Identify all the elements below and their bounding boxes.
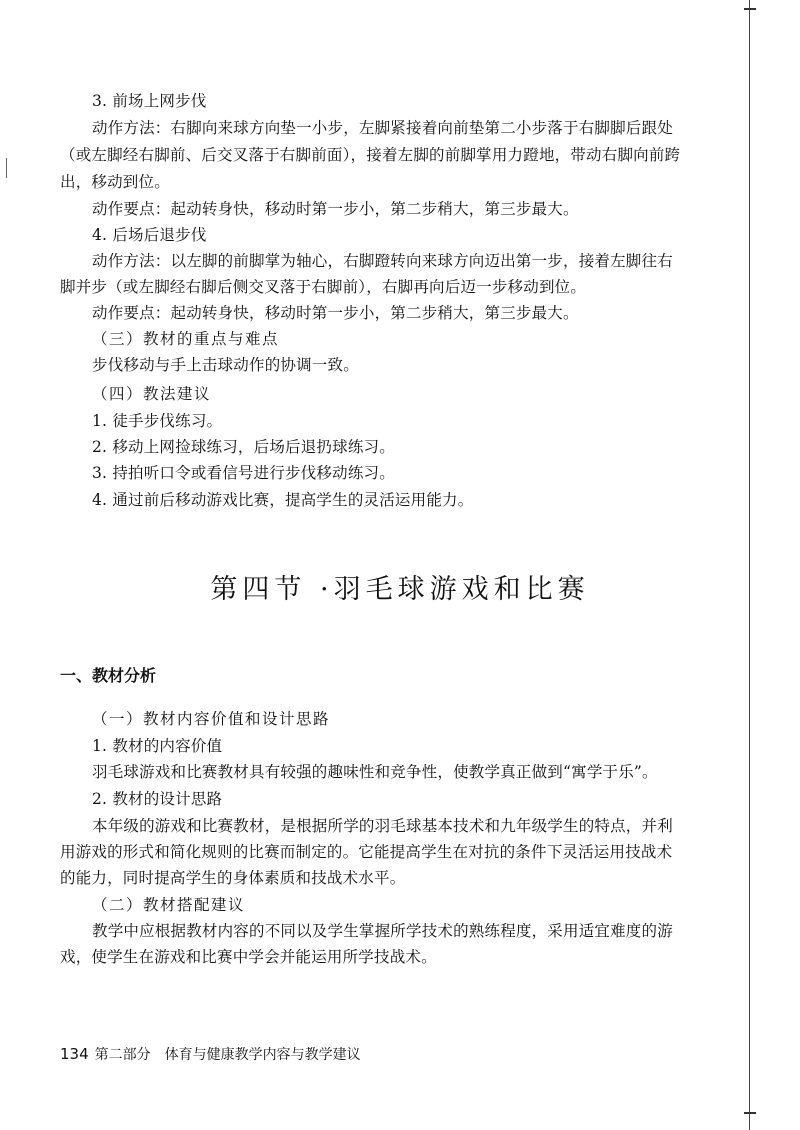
heading-material-analysis: 一、教材分析: [60, 666, 157, 685]
paragraph-line: 动作方法：以左脚的前脚掌为轴心，右脚蹬转向来球方向迈出第一步，接着左脚往右: [92, 252, 673, 270]
paragraph-line: 戏，使学生在游戏和比赛中学会并能运用所学技战术。: [60, 948, 437, 966]
binding-edge-line: [749, 0, 750, 1130]
subheading-item: 2. 教材的设计思路: [92, 790, 223, 808]
subheading-item: 1. 教材的内容价值: [92, 737, 223, 755]
binding-edge-mark-bottom: [744, 1112, 756, 1114]
paragraph-line: 动作要点：起动转身快，移动时第一步小，第二步稍大，第三步最大。: [92, 200, 579, 218]
list-item: 4. 通过前后移动游戏比赛，提高学生的灵活运用能力。: [92, 491, 474, 509]
list-item: 1. 徒手步伐练习。: [92, 412, 223, 430]
paragraph-line: 羽毛球游戏和比赛教材具有较强的趣味性和竞争性，使教学真正做到“寓学于乐”。: [92, 763, 658, 781]
paragraph-line: 脚并步（或左脚经右脚后侧交叉落于右脚前），右脚再向后迈一步移动到位。: [60, 278, 587, 296]
paragraph-line: 步伐移动与手上击球动作的协调一致。: [92, 356, 359, 374]
paragraph-line: 出，移动到位。: [60, 173, 170, 191]
subheading-back-step: 4. 后场后退步伐: [92, 226, 207, 244]
paragraph-line: 动作方法：右脚向来球方向垫一小步，左脚紧接着向前垫第二小步落于右脚脚后跟处: [92, 119, 673, 137]
footer-text: 第二部分 体育与健康教学内容与教学建议: [94, 1047, 361, 1063]
binding-edge-mark-top: [744, 8, 756, 10]
paragraph-line: 的能力，同时提高学生的身体素质和技战术水平。: [60, 869, 406, 887]
page-number: 134: [60, 1045, 89, 1063]
subheading-teaching-suggestions: （四）教法建议: [92, 385, 212, 403]
paragraph-line: 教学中应根据教材内容的不同以及学生掌握所学技术的熟练程度，采用适宜难度的游: [92, 922, 673, 940]
subheading-material-pairing: （二）教材搭配建议: [92, 896, 246, 914]
list-item: 2. 移动上网捡球练习，后场后退扔球练习。: [92, 438, 395, 456]
page-footer: [60, 1043, 361, 1066]
paragraph-line: 动作要点：起动转身快，移动时第一步小，第二步稍大，第三步最大。: [92, 304, 579, 322]
subheading-key-points: （三）教材的重点与难点: [92, 330, 280, 348]
subheading-front-step: 3. 前场上网步伐: [92, 92, 207, 110]
list-item: 3. 持拍听口令或看信号进行步伐移动练习。: [92, 464, 395, 482]
margin-mark: [6, 158, 7, 178]
paragraph-line: 本年级的游戏和比赛教材，是根据所学的羽毛球基本技术和九年级学生的特点，并利: [92, 817, 673, 835]
paragraph-line: 用游戏的形式和简化规则的比赛而制定的。它能提高学生在对抗的条件下灵活运用技战术: [60, 843, 673, 861]
paragraph-line: （或左脚经右脚前、后交叉落于右脚前面），接着左脚的前脚掌用力蹬地，带动右脚向前跨: [60, 146, 681, 164]
section-title: 第四节 ·羽毛球游戏和比赛: [210, 574, 590, 605]
subheading-content-value: （一）教材内容价值和设计思路: [92, 710, 331, 728]
